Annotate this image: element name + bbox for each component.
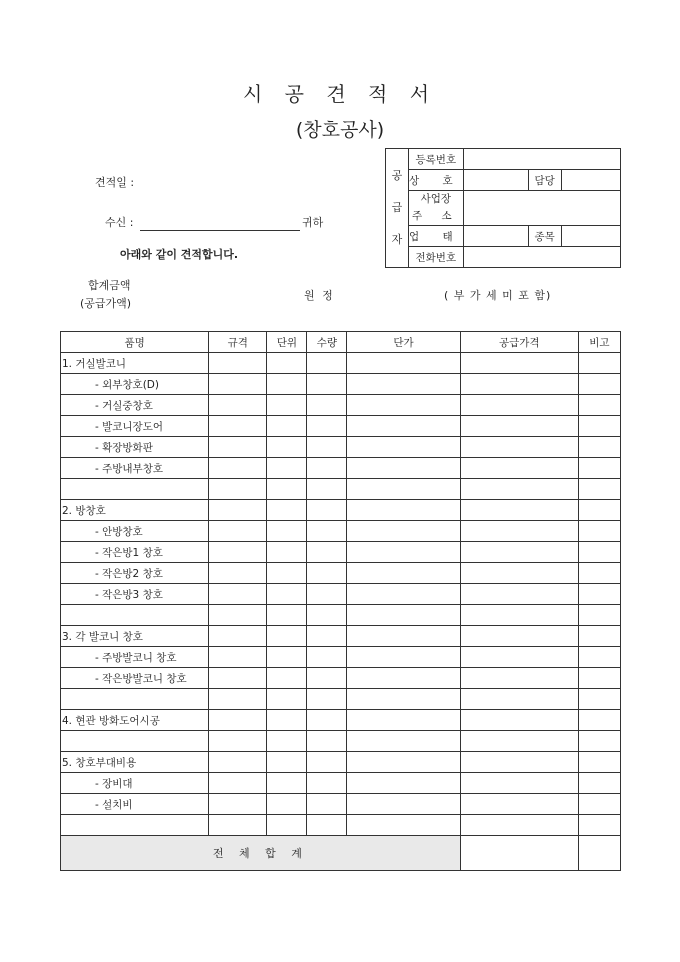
item-name: - 작은방발코니 창호 — [61, 668, 209, 689]
unit-cell[interactable] — [267, 500, 307, 521]
table-row — [61, 500, 621, 521]
spec-cell[interactable] — [209, 458, 267, 479]
note-cell[interactable] — [578, 395, 620, 416]
qty-cell[interactable] — [307, 353, 347, 374]
recipient-label: 수신 : — [105, 216, 134, 229]
item-name — [61, 605, 209, 626]
unit-price-cell[interactable] — [347, 647, 460, 668]
spec-cell[interactable] — [209, 437, 267, 458]
note-cell[interactable] — [578, 668, 620, 689]
note-cell[interactable] — [578, 584, 620, 605]
note-cell[interactable] — [578, 353, 620, 374]
unit-price-cell[interactable] — [347, 605, 460, 626]
supply-price-cell[interactable] — [460, 395, 578, 416]
table-row — [61, 416, 621, 437]
unit-cell[interactable] — [267, 458, 307, 479]
qty-cell[interactable] — [307, 794, 347, 815]
qty-cell[interactable] — [307, 542, 347, 563]
table-row — [61, 479, 621, 500]
supply-price-cell[interactable] — [460, 458, 578, 479]
note-cell[interactable] — [578, 416, 620, 437]
manager-label: 담당 — [528, 170, 561, 191]
table-row — [61, 458, 621, 479]
header-unit-price: 단가 — [347, 332, 460, 353]
supply-price-cell[interactable] — [460, 668, 578, 689]
qty-cell[interactable] — [307, 479, 347, 500]
spec-cell[interactable] — [209, 752, 267, 773]
supplier-table — [385, 148, 621, 268]
qty-cell[interactable] — [307, 500, 347, 521]
item-name — [61, 815, 209, 836]
table-row — [61, 353, 621, 374]
supply-price-cell[interactable] — [460, 353, 578, 374]
item-name: - 작은방1 창호 — [61, 542, 209, 563]
table-row — [61, 626, 621, 647]
item-name: - 설치비 — [61, 794, 209, 815]
grand-total-note[interactable] — [578, 836, 620, 871]
qty-cell[interactable] — [307, 773, 347, 794]
unit-price-cell[interactable] — [347, 353, 460, 374]
supply-price-cell[interactable] — [460, 374, 578, 395]
statement-text: 아래와 같이 견적합니다. — [120, 248, 239, 261]
supply-price-cell[interactable] — [460, 521, 578, 542]
unit-cell[interactable] — [267, 773, 307, 794]
qty-cell[interactable] — [307, 689, 347, 710]
qty-cell[interactable] — [307, 437, 347, 458]
header-unit: 단위 — [267, 332, 307, 353]
spec-cell[interactable] — [209, 689, 267, 710]
note-cell[interactable] — [578, 689, 620, 710]
header-spec: 규격 — [209, 332, 267, 353]
business-item-label: 종목 — [528, 226, 561, 247]
qty-cell[interactable] — [307, 626, 347, 647]
qty-cell[interactable] — [307, 521, 347, 542]
supply-price-cell[interactable] — [460, 647, 578, 668]
spec-cell[interactable] — [209, 563, 267, 584]
note-cell[interactable] — [578, 710, 620, 731]
table-row — [61, 689, 621, 710]
item-name: - 안방창호 — [61, 521, 209, 542]
unit-cell[interactable] — [267, 731, 307, 752]
supply-price-cell[interactable] — [460, 626, 578, 647]
unit-price-cell[interactable] — [347, 521, 460, 542]
note-cell[interactable] — [578, 479, 620, 500]
note-cell[interactable] — [578, 437, 620, 458]
unit-price-cell[interactable] — [347, 479, 460, 500]
reg-no-label: 등록번호 — [409, 149, 464, 170]
spec-cell[interactable] — [209, 500, 267, 521]
table-row — [61, 815, 621, 836]
estimate-date-label: 견적일 : — [95, 176, 135, 189]
item-name: - 거실중창호 — [61, 395, 209, 416]
item-name — [61, 479, 209, 500]
table-row — [61, 584, 621, 605]
estimate-table — [60, 331, 621, 871]
note-cell[interactable] — [578, 542, 620, 563]
spec-cell[interactable] — [209, 416, 267, 437]
supplier-side-label — [386, 149, 409, 268]
unit-cell[interactable] — [267, 752, 307, 773]
unit-cell[interactable] — [267, 815, 307, 836]
company-field[interactable] — [463, 170, 528, 191]
table-row — [61, 647, 621, 668]
header-supply-price: 공급가격 — [460, 332, 578, 353]
unit-cell[interactable] — [267, 437, 307, 458]
unit-cell[interactable] — [267, 563, 307, 584]
unit-price-cell[interactable] — [347, 395, 460, 416]
qty-cell[interactable] — [307, 752, 347, 773]
note-cell[interactable] — [578, 731, 620, 752]
unit-cell[interactable] — [267, 584, 307, 605]
item-name: - 외부창호(D) — [61, 374, 209, 395]
unit-cell[interactable] — [267, 668, 307, 689]
supply-price-cell[interactable] — [460, 500, 578, 521]
item-name: 4. 현관 방화도어시공 — [61, 710, 209, 731]
document-title: 시 공 견 적 서 — [242, 82, 438, 106]
note-cell[interactable] — [578, 626, 620, 647]
address-label-line: 주 소 — [412, 210, 460, 222]
spec-cell[interactable] — [209, 794, 267, 815]
note-cell[interactable] — [578, 773, 620, 794]
spec-cell[interactable] — [209, 710, 267, 731]
unit-cell[interactable] — [267, 710, 307, 731]
table-row — [61, 437, 621, 458]
item-name: - 장비대 — [61, 773, 209, 794]
unit-price-cell[interactable] — [347, 416, 460, 437]
table-row — [61, 395, 621, 416]
item-name: - 발코니장도어 — [61, 416, 209, 437]
table-row — [61, 521, 621, 542]
note-cell[interactable] — [578, 815, 620, 836]
supply-price-cell[interactable] — [460, 416, 578, 437]
supply-price-cell[interactable] — [460, 479, 578, 500]
item-name: 5. 창호부대비용 — [61, 752, 209, 773]
total-amount-label: 합계금액 — [88, 279, 131, 292]
business-item-field[interactable] — [561, 226, 620, 247]
unit-cell[interactable] — [267, 374, 307, 395]
table-row — [61, 563, 621, 584]
table-row — [61, 668, 621, 689]
unit-cell[interactable] — [267, 395, 307, 416]
unit-cell[interactable] — [267, 605, 307, 626]
qty-cell[interactable] — [307, 731, 347, 752]
qty-cell[interactable] — [307, 647, 347, 668]
item-name: - 주방발코니 창호 — [61, 647, 209, 668]
item-name: 1. 거실발코니 — [61, 353, 209, 374]
table-row — [61, 773, 621, 794]
recipient-suffix: 귀하 — [302, 216, 324, 229]
qty-cell[interactable] — [307, 710, 347, 731]
unit-price-cell[interactable] — [347, 374, 460, 395]
unit-cell[interactable] — [267, 689, 307, 710]
spec-cell[interactable] — [209, 479, 267, 500]
table-row — [61, 731, 621, 752]
side-char: 급 — [391, 201, 403, 214]
item-name: - 작은방3 창호 — [61, 584, 209, 605]
unit-cell[interactable] — [267, 416, 307, 437]
unit-price-cell[interactable] — [347, 731, 460, 752]
unit-price-cell[interactable] — [347, 794, 460, 815]
spec-cell[interactable] — [209, 374, 267, 395]
supply-price-cell[interactable] — [460, 563, 578, 584]
grand-total-label: 전 체 합 계 — [61, 836, 461, 871]
note-cell[interactable] — [578, 647, 620, 668]
spec-cell[interactable] — [209, 626, 267, 647]
table-row — [61, 794, 621, 815]
supply-price-cell[interactable] — [460, 437, 578, 458]
recipient-field[interactable] — [140, 230, 300, 231]
supply-price-cell[interactable] — [460, 542, 578, 563]
note-cell[interactable] — [578, 563, 620, 584]
table-header-row — [61, 332, 621, 353]
note-cell[interactable] — [578, 605, 620, 626]
header-qty: 수량 — [307, 332, 347, 353]
item-name: 3. 각 발코니 창호 — [61, 626, 209, 647]
header-note: 비고 — [578, 332, 620, 353]
manager-field[interactable] — [561, 170, 620, 191]
table-row — [61, 605, 621, 626]
spec-cell[interactable] — [209, 647, 267, 668]
item-name — [61, 731, 209, 752]
note-cell[interactable] — [578, 500, 620, 521]
spec-cell[interactable] — [209, 731, 267, 752]
grand-total-value[interactable] — [460, 836, 578, 871]
spec-cell[interactable] — [209, 668, 267, 689]
spec-cell[interactable] — [209, 815, 267, 836]
qty-cell[interactable] — [307, 416, 347, 437]
address-field[interactable] — [463, 191, 620, 226]
item-name: - 작은방2 창호 — [61, 563, 209, 584]
supply-price-cell[interactable] — [460, 773, 578, 794]
unit-price-cell[interactable] — [347, 437, 460, 458]
unit-price-cell[interactable] — [347, 563, 460, 584]
spec-cell[interactable] — [209, 773, 267, 794]
qty-cell[interactable] — [307, 374, 347, 395]
unit-cell[interactable] — [267, 521, 307, 542]
supply-price-cell[interactable] — [460, 710, 578, 731]
reg-no-field[interactable] — [463, 149, 620, 170]
spec-cell[interactable] — [209, 584, 267, 605]
qty-cell[interactable] — [307, 395, 347, 416]
unit-price-cell[interactable] — [347, 500, 460, 521]
unit-price-cell[interactable] — [347, 773, 460, 794]
side-char: 자 — [391, 233, 403, 246]
unit-cell[interactable] — [267, 542, 307, 563]
supply-price-cell[interactable] — [460, 752, 578, 773]
qty-cell[interactable] — [307, 563, 347, 584]
unit-price-cell[interactable] — [347, 668, 460, 689]
note-cell[interactable] — [578, 794, 620, 815]
unit-price-cell[interactable] — [347, 815, 460, 836]
unit-cell[interactable] — [267, 647, 307, 668]
unit-price-cell[interactable] — [347, 752, 460, 773]
supply-price-cell[interactable] — [460, 731, 578, 752]
unit-price-cell[interactable] — [347, 710, 460, 731]
side-char: 공 — [391, 169, 403, 182]
unit-price-cell[interactable] — [347, 689, 460, 710]
supply-price-cell[interactable] — [460, 605, 578, 626]
supply-price-cell[interactable] — [460, 815, 578, 836]
qty-cell[interactable] — [307, 458, 347, 479]
spec-cell[interactable] — [209, 353, 267, 374]
address-label — [409, 191, 464, 226]
vat-note: ( 부 가 세 미 포 함) — [444, 289, 552, 302]
business-type-field[interactable] — [463, 226, 528, 247]
unit-price-cell[interactable] — [347, 542, 460, 563]
unit-price-cell[interactable] — [347, 458, 460, 479]
table-row — [61, 752, 621, 773]
qty-cell[interactable] — [307, 605, 347, 626]
qty-cell[interactable] — [307, 668, 347, 689]
phone-field[interactable] — [463, 247, 620, 268]
business-type-label: 업 태 — [409, 226, 464, 247]
supply-price-label: (공급가액) — [80, 297, 132, 310]
spec-cell[interactable] — [209, 605, 267, 626]
unit-price-cell[interactable] — [347, 584, 460, 605]
spec-cell[interactable] — [209, 395, 267, 416]
note-cell[interactable] — [578, 521, 620, 542]
document-subtitle: (창호공사) — [295, 119, 385, 141]
unit-cell[interactable] — [267, 353, 307, 374]
qty-cell[interactable] — [307, 815, 347, 836]
item-name: 2. 방창호 — [61, 500, 209, 521]
note-cell[interactable] — [578, 458, 620, 479]
company-label: 상 호 — [409, 170, 464, 191]
won-label: 원 정 — [304, 289, 335, 302]
supply-price-cell[interactable] — [460, 584, 578, 605]
address-label-line: 사업장 — [420, 193, 452, 205]
unit-cell[interactable] — [267, 626, 307, 647]
header-item: 품명 — [61, 332, 209, 353]
spec-cell[interactable] — [209, 542, 267, 563]
note-cell[interactable] — [578, 374, 620, 395]
item-name: - 확장방화판 — [61, 437, 209, 458]
table-row — [61, 710, 621, 731]
supply-price-cell[interactable] — [460, 794, 578, 815]
phone-label: 전화번호 — [409, 247, 464, 268]
note-cell[interactable] — [578, 752, 620, 773]
table-row — [61, 542, 621, 563]
item-name — [61, 689, 209, 710]
unit-price-cell[interactable] — [347, 626, 460, 647]
qty-cell[interactable] — [307, 584, 347, 605]
spec-cell[interactable] — [209, 521, 267, 542]
supply-price-cell[interactable] — [460, 689, 578, 710]
unit-cell[interactable] — [267, 479, 307, 500]
table-row — [61, 374, 621, 395]
unit-cell[interactable] — [267, 794, 307, 815]
item-name: - 주방내부창호 — [61, 458, 209, 479]
